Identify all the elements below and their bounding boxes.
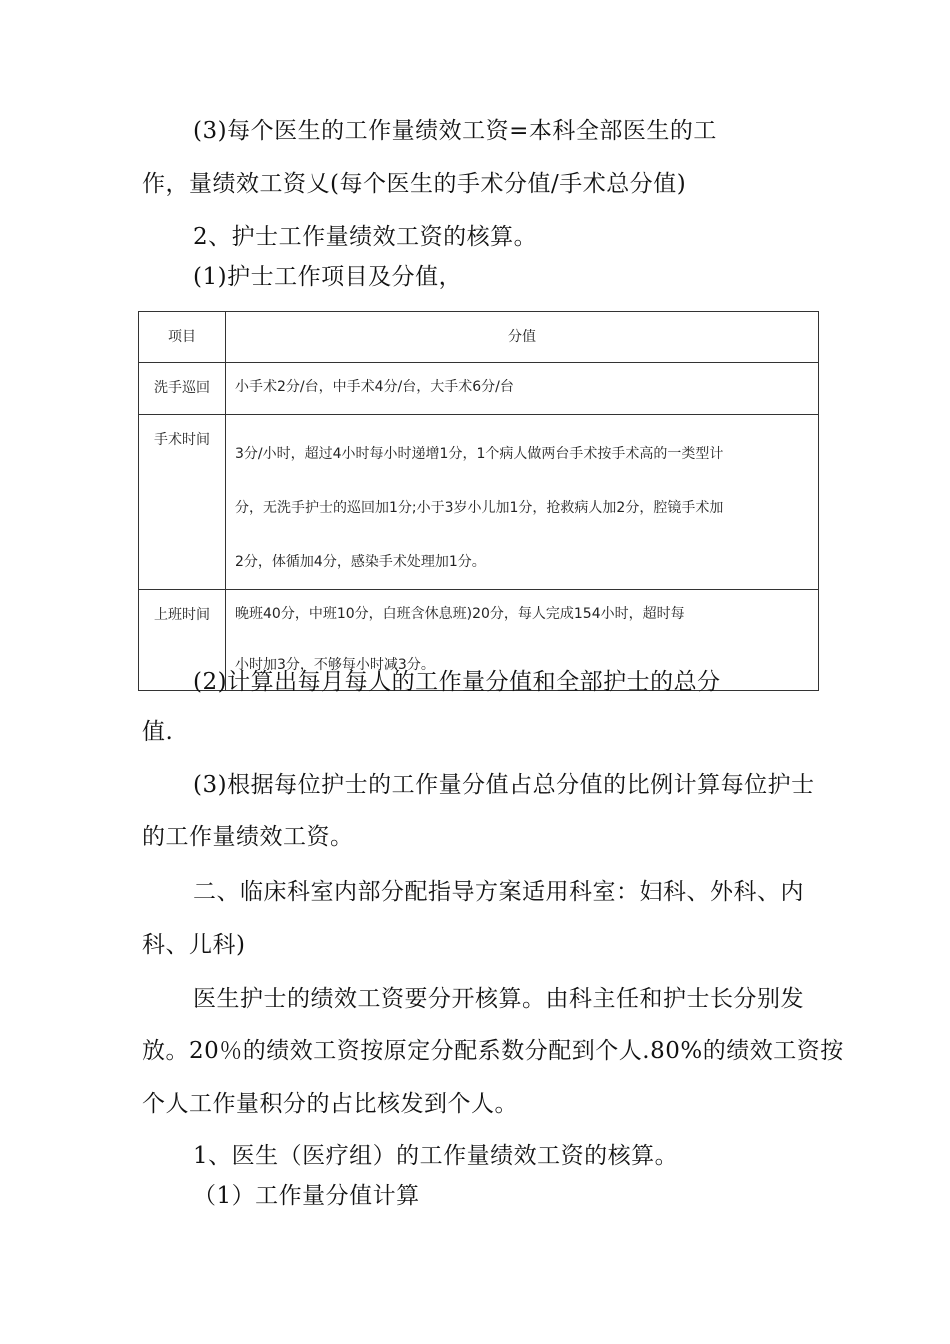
row-item: 上班时间 [139,590,226,691]
text-line: 医生护士的绩效工资要分开核算。由科主任和护士长分别发 [193,986,804,1012]
subheading-score-calc: （1）工作量分值计算 [193,1183,420,1209]
row-value-line: 小时加3分，不够每小时减3分。 [235,657,435,673]
row-value-line: 小手术2分/台，中手术4分/台，大手术6分/台 [235,379,514,395]
text-line: 个人工作量积分的占比核发到个人。 [142,1091,518,1117]
text-line: (3)根据每位护士的工作量分值占总分值的比例计算每位护士 [193,772,815,798]
row-item: 洗手巡回 [139,363,226,415]
text-line: 科、儿科) [142,932,246,958]
row-value [226,415,819,590]
row-value-line: 分，无洗手护士的巡回加1分;小于3岁小儿加1分，抢救病人加2分，腔镜手术加 [235,500,724,516]
row-value [226,363,819,415]
text-line: 作，量绩效工资乂(每个医生的手术分值/手术总分值) [142,171,687,197]
text-line: 二、临床科室内部分配指导方案适用科室：妇科、外科、内 [193,879,804,905]
text-line: 值. [142,719,174,745]
header-item: 项目 [139,312,226,363]
header-value: 分值 [226,312,819,363]
text-line: 的工作量绩效工资。 [142,824,354,850]
text-line: 放。20％的绩效工资按原定分配系数分配到个人.80%的绩效工资按 [142,1038,844,1064]
row-value-line: 2分，体循加4分，感染手术处理加1分。 [235,554,486,570]
row-value-line: 晚班40分，中班10分，白班含休息班)20分，每人完成154小时，超时每 [235,606,685,622]
text-line: (3)每个医生的工作量绩效工资=本科全部医生的工 [193,118,717,144]
row-value-line: 3分/小时，超过4小时每小时递增1分，1个病人做两台手术按手术高的一类型计 [235,446,724,462]
row-item: 手术时间 [139,415,226,590]
table-row [139,363,819,415]
nurse-score-table [138,311,819,691]
text-line: (2)计算出每月每人的工作量分值和全部护士的总分 [193,669,721,695]
table-row [139,415,819,590]
subheading-nurse-items: (1)护士工作项目及分值， [193,264,463,290]
section-heading-doctor: 1、医生（医疗组）的工作量绩效工资的核算。 [193,1143,679,1169]
table-header-row [139,312,819,363]
section-heading-nurse: 2、护士工作量绩效工资的核算。 [193,224,538,250]
